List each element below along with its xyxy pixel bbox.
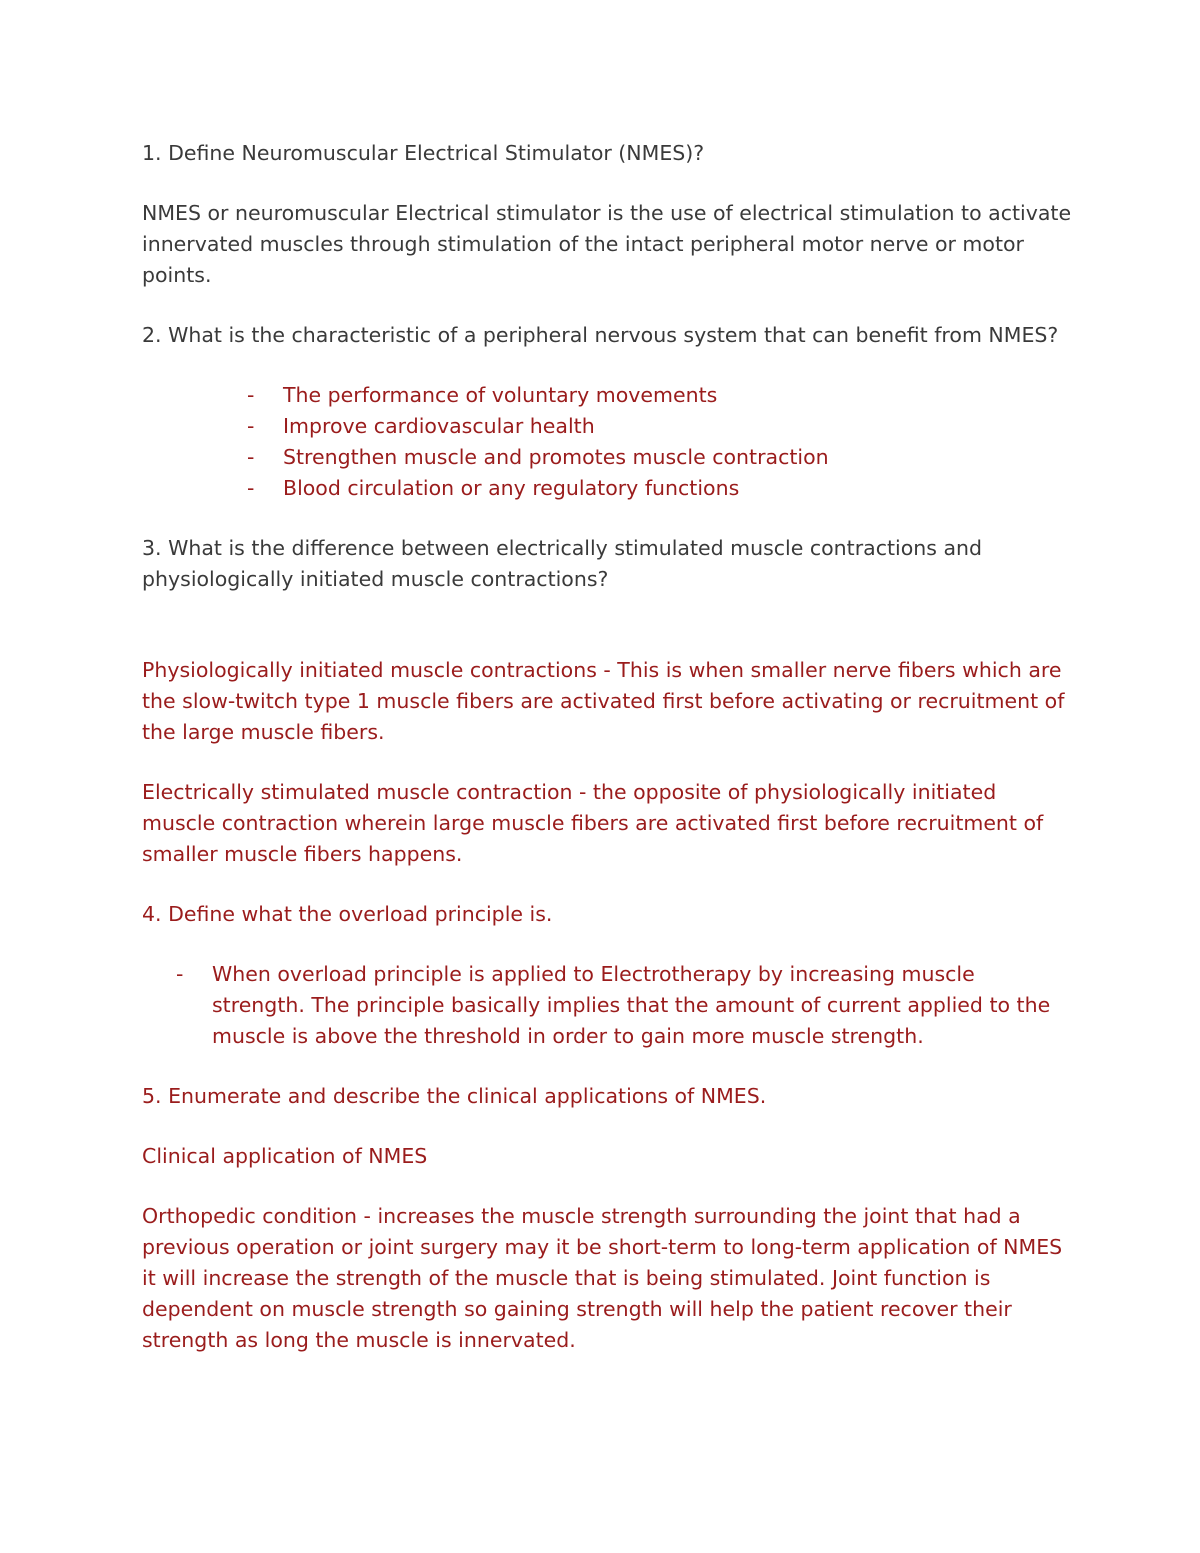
answer-1: NMES or neuromuscular Electrical stimulator is the use of electrical stimulation to activate innervated muscles through stimulation of the intact peripheral motor nerve or motor points. (142, 201, 1072, 287)
list-item (176, 959, 1072, 1052)
answer-3-physiological: Physiologically initiated muscle contractions - This is when smaller nerve fibers which are the slow-twitch type 1 muscle fibers are activated first before activating or recruitment of the large muscle fibers. (142, 658, 1065, 744)
list-item (247, 411, 1072, 442)
list-item-text: The performance of voluntary movements (283, 383, 718, 407)
question-2-list (142, 380, 1072, 504)
list-item-text: Strengthen muscle and promotes muscle contraction (283, 445, 829, 469)
question-1: 1. Define Neuromuscular Electrical Stimulator (NMES)? (142, 141, 705, 165)
answer-5-subheading: Clinical application of NMES (142, 1144, 428, 1168)
dash-bullet: - (247, 445, 255, 469)
dash-bullet: - (247, 476, 255, 500)
question-5: 5. Enumerate and describe the clinical applications of NMES. (142, 1084, 767, 1108)
dash-bullet: - (247, 414, 255, 438)
question-4: 4. Define what the overload principle is. (142, 902, 553, 926)
list-item (247, 380, 1072, 411)
list-item (247, 442, 1072, 473)
dash-bullet: - (247, 383, 255, 407)
answer-5-orthopedic: Orthopedic condition - increases the muscle strength surrounding the joint that had a previous operation or joint surgery may it be short-term to long-term application of NMES it will increase the strength of the muscle that is being stimulated. Joint function is dependent on muscle strength so gaining strength will help the patient recover their strength as long the muscle is innervated. (142, 1204, 1063, 1352)
question-4-list (142, 959, 1072, 1052)
list-item-text: Improve cardiovascular health (283, 414, 595, 438)
document-page (142, 138, 1072, 1356)
list-item-text: Blood circulation or any regulatory functions (283, 476, 740, 500)
question-3: 3. What is the difference between electrically stimulated muscle contractions and physiologically initiated muscle contractions? (142, 536, 983, 591)
question-2: 2. What is the characteristic of a peripheral nervous system that can benefit from NMES? (142, 323, 1059, 347)
list-item-text: When overload principle is applied to Electrotherapy by increasing muscle strength. The principle basically implies that the amount of current applied to the muscle is above the threshold in order to gain more muscle strength. (212, 962, 1051, 1048)
answer-3-electrical: Electrically stimulated muscle contraction - the opposite of physiologically initiated muscle contraction wherein large muscle fibers are activated first before recruitment of smaller muscle fibers happens. (142, 780, 1044, 866)
dash-bullet: - (176, 962, 184, 986)
list-item (247, 473, 1072, 504)
